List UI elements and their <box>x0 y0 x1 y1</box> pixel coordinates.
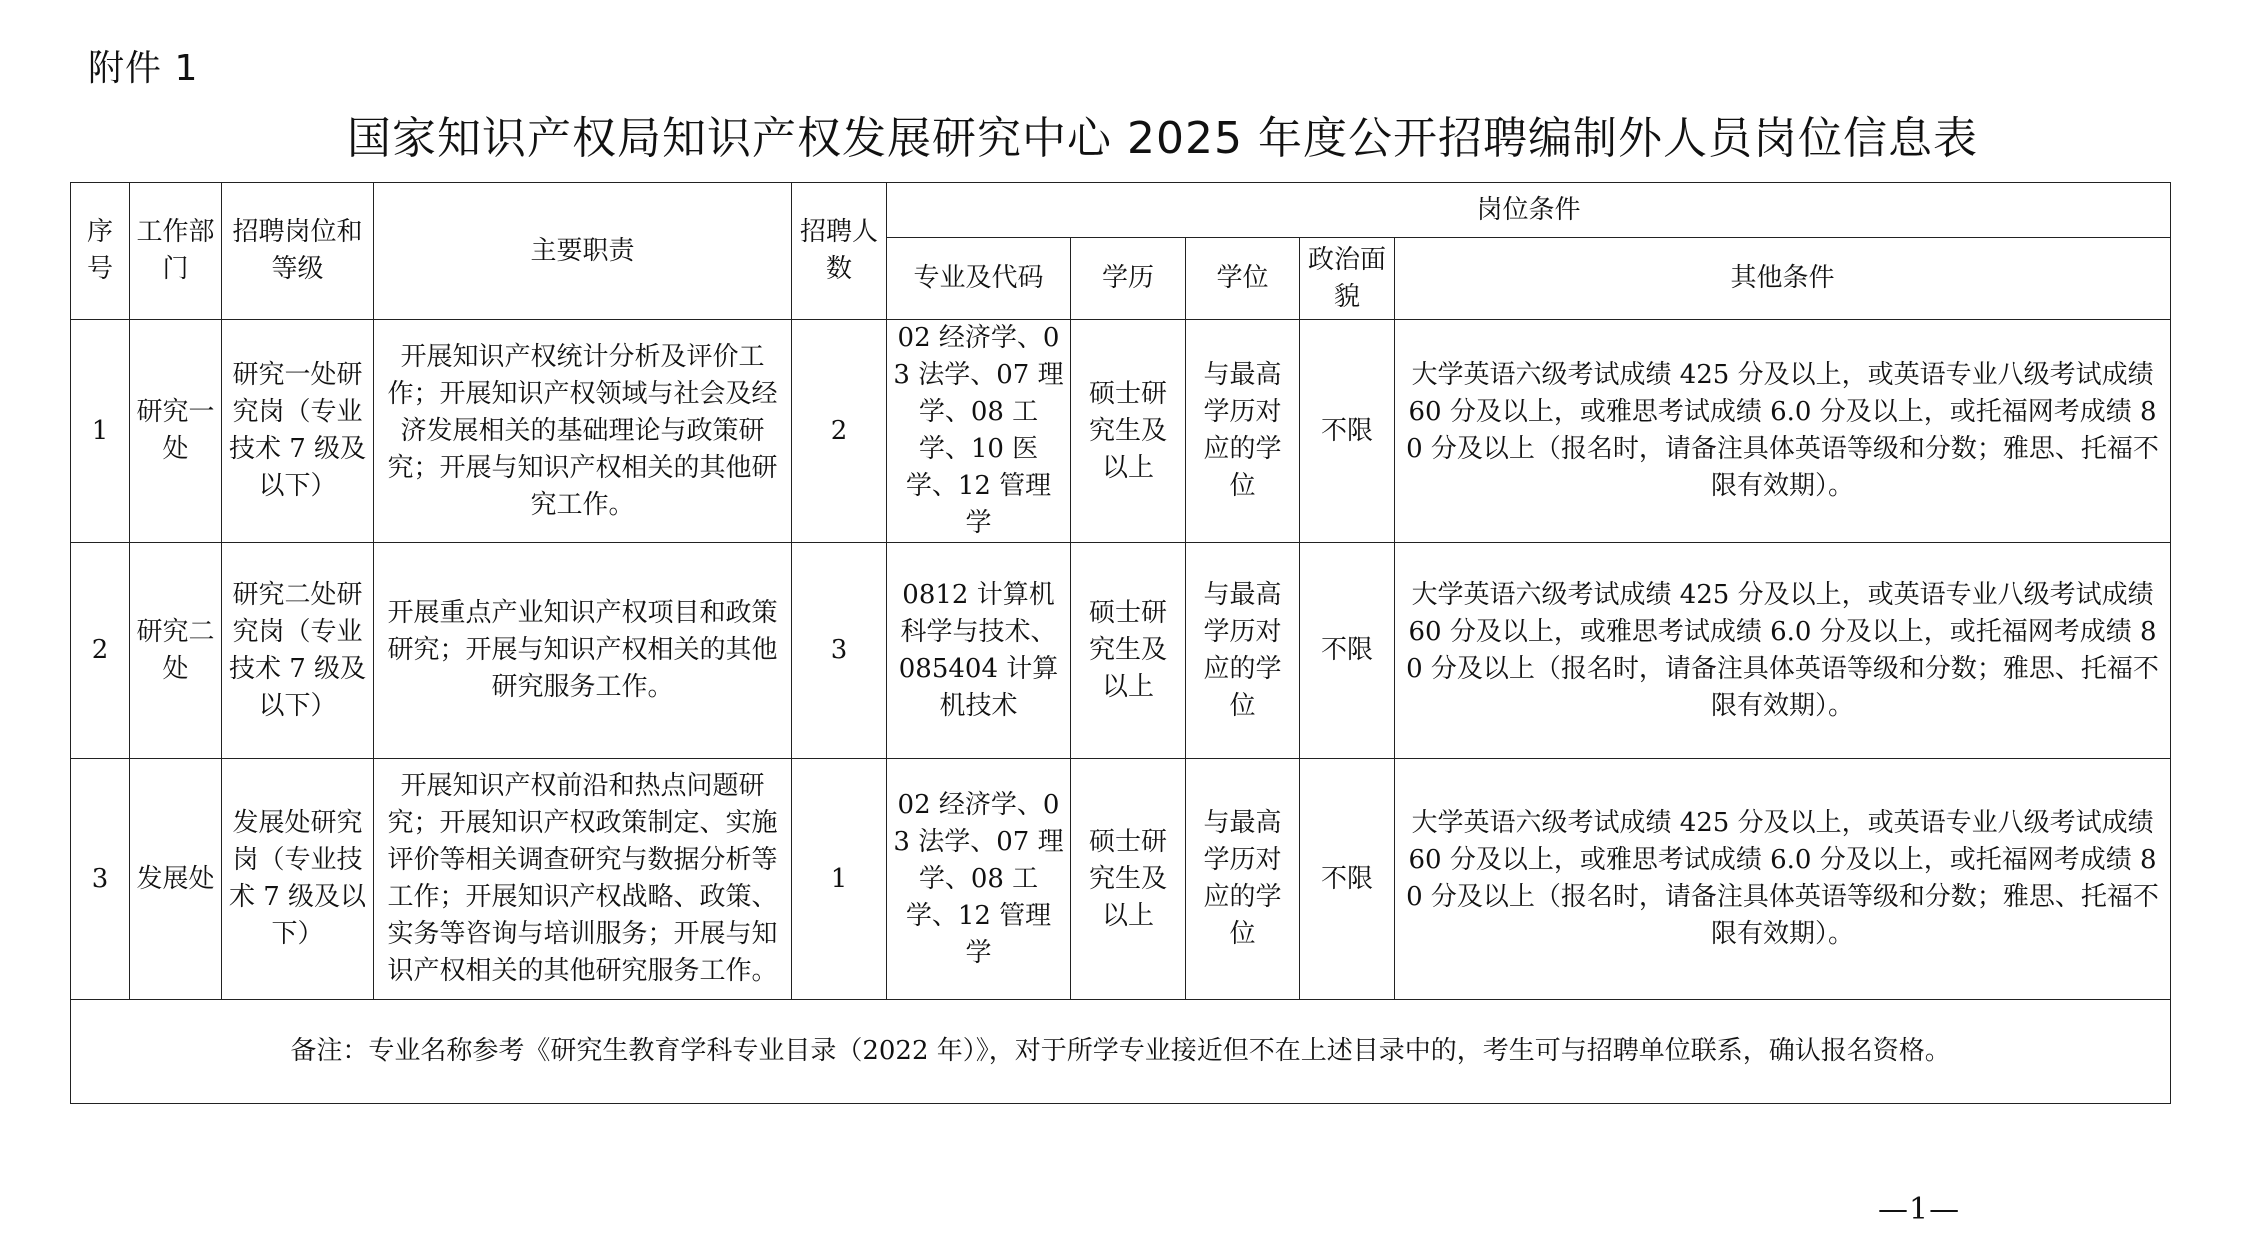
cell-count: 2 <box>792 320 887 543</box>
header-conditions: 岗位条件 <box>887 183 2171 238</box>
cell-other: 大学英语六级考试成绩 425 分及以上，或英语专业八级考试成绩 60 分及以上，或雅思考试成绩 6.0 分及以上，或托福网考成绩 80 分及以上（报名时，请备注具体英语等级和分数；雅思、托福不限有效期）。 <box>1395 543 2171 759</box>
header-other: 其他条件 <box>1395 238 2171 320</box>
header-education: 学历 <box>1071 238 1186 320</box>
header-seq: 序号 <box>71 183 130 320</box>
cell-education: 硕士研究生及以上 <box>1071 759 1186 1000</box>
header-dept: 工作部门 <box>130 183 222 320</box>
cell-duties: 开展重点产业知识产权项目和政策研究；开展与知识产权相关的其他研究服务工作。 <box>374 543 792 759</box>
page-title: 国家知识产权局知识产权发展研究中心 2025 年度公开招聘编制外人员岗位信息表 <box>347 113 1978 164</box>
cell-degree: 与最高学历对应的学位 <box>1186 759 1300 1000</box>
cell-major: 02 经济学、03 法学、07 理学、08 工学、12 管理学 <box>887 759 1071 1000</box>
cell-seq: 1 <box>71 320 130 543</box>
cell-degree: 与最高学历对应的学位 <box>1186 543 1300 759</box>
table-row <box>71 759 2171 1000</box>
cell-other: 大学英语六级考试成绩 425 分及以上，或英语专业八级考试成绩 60 分及以上，或雅思考试成绩 6.0 分及以上，或托福网考成绩 80 分及以上（报名时，请备注具体英语等级和分数；雅思、托福不限有效期）。 <box>1395 759 2171 1000</box>
cell-dept: 研究二处 <box>130 543 222 759</box>
table-row <box>71 320 2171 543</box>
page-number: —1— <box>1878 1192 1961 1227</box>
cell-count: 3 <box>792 543 887 759</box>
cell-duties: 开展知识产权前沿和热点问题研究；开展知识产权政策制定、实施评价等相关调查研究与数据分析等工作；开展知识产权战略、政策、实务等咨询与培训服务；开展与知识产权相关的其他研究服务工作。 <box>374 759 792 1000</box>
header-degree: 学位 <box>1186 238 1300 320</box>
cell-position: 研究二处研究岗（专业技术 7 级及以下） <box>222 543 374 759</box>
cell-major: 02 经济学、03 法学、07 理学、08 工学、10 医学、12 管理学 <box>887 320 1071 543</box>
cell-position: 研究一处研究岗（专业技术 7 级及以下） <box>222 320 374 543</box>
header-count: 招聘人数 <box>792 183 887 320</box>
position-info-table <box>70 182 2171 1104</box>
table-row <box>71 543 2171 759</box>
header-political: 政治面貌 <box>1300 238 1395 320</box>
attachment-label: 附件 1 <box>88 48 199 89</box>
notes-row <box>71 1000 2171 1104</box>
header-position: 招聘岗位和等级 <box>222 183 374 320</box>
cell-position: 发展处研究岗（专业技术 7 级及以下） <box>222 759 374 1000</box>
cell-count: 1 <box>792 759 887 1000</box>
cell-political: 不限 <box>1300 320 1395 543</box>
cell-dept: 发展处 <box>130 759 222 1000</box>
header-row <box>71 183 2171 238</box>
cell-degree: 与最高学历对应的学位 <box>1186 320 1300 543</box>
table-note: 备注：专业名称参考《研究生教育学科专业目录（2022 年）》，对于所学专业接近但不在上述目录中的，考生可与招聘单位联系，确认报名资格。 <box>71 1000 2171 1104</box>
cell-political: 不限 <box>1300 543 1395 759</box>
cell-education: 硕士研究生及以上 <box>1071 543 1186 759</box>
cell-major: 0812 计算机科学与技术、085404 计算机技术 <box>887 543 1071 759</box>
cell-seq: 3 <box>71 759 130 1000</box>
cell-education: 硕士研究生及以上 <box>1071 320 1186 543</box>
cell-dept: 研究一处 <box>130 320 222 543</box>
cell-political: 不限 <box>1300 759 1395 1000</box>
cell-duties: 开展知识产权统计分析及评价工作；开展知识产权领域与社会及经济发展相关的基础理论与政策研究；开展与知识产权相关的其他研究工作。 <box>374 320 792 543</box>
header-duties: 主要职责 <box>374 183 792 320</box>
cell-other: 大学英语六级考试成绩 425 分及以上，或英语专业八级考试成绩 60 分及以上，或雅思考试成绩 6.0 分及以上，或托福网考成绩 80 分及以上（报名时，请备注具体英语等级和分数；雅思、托福不限有效期）。 <box>1395 320 2171 543</box>
header-major: 专业及代码 <box>887 238 1071 320</box>
cell-seq: 2 <box>71 543 130 759</box>
